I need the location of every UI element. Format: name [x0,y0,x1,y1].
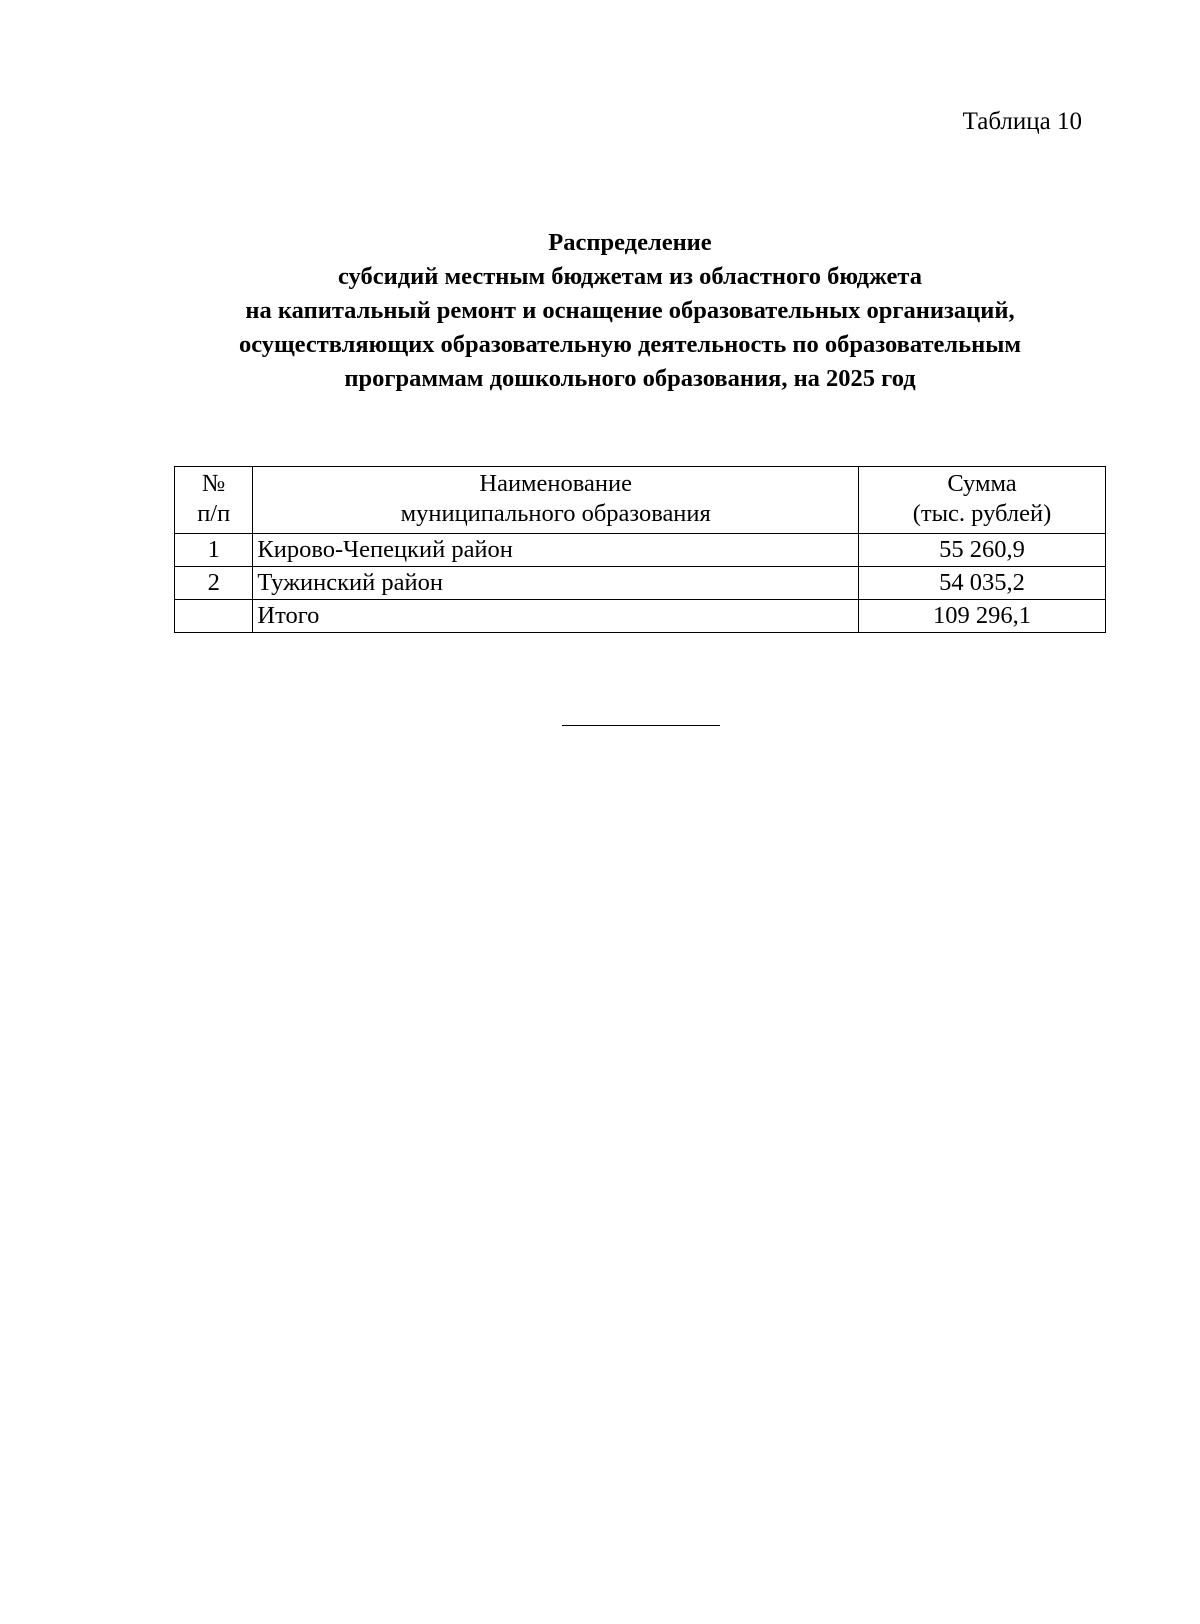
document-title [150,226,1110,396]
header-number-line: № [202,470,226,497]
header-municipality-line: муниципального образования [400,500,711,527]
row-number [175,600,253,633]
row-municipality: Кирово-Чепецкий район [253,534,859,567]
title-line: осуществляющих образовательную деятельность по образовательным [238,331,1022,358]
header-municipality [253,467,859,534]
row-total-label: Итого [253,600,859,633]
header-number [175,467,253,534]
subsidy-distribution-table [174,466,1106,633]
row-municipality: Тужинский район [253,567,859,600]
table-number-label: Таблица 10 [962,108,1082,135]
row-number: 2 [175,567,253,600]
title-line: Распределение [548,229,712,256]
table-total-row [175,600,1106,633]
title-line: субсидий местным бюджетам из областного бюджета [338,263,922,290]
table-header-row [175,467,1106,534]
end-of-table-rule [562,725,720,726]
title-line: программам дошкольного образования, на 2025 год [344,365,916,392]
header-sum-line: Сумма [947,470,1017,497]
header-sum-line: (тыс. рублей) [912,500,1052,527]
row-number: 1 [175,534,253,567]
table-row [175,534,1106,567]
row-sum: 55 260,9 [859,534,1106,567]
row-sum: 54 035,2 [859,567,1106,600]
row-total-sum: 109 296,1 [859,600,1106,633]
table-row [175,567,1106,600]
title-line: на капитальный ремонт и оснащение образовательных организаций, [245,297,1015,324]
header-municipality-line: Наименование [479,470,633,497]
header-sum [859,467,1106,534]
header-number-line: п/п [197,500,231,527]
